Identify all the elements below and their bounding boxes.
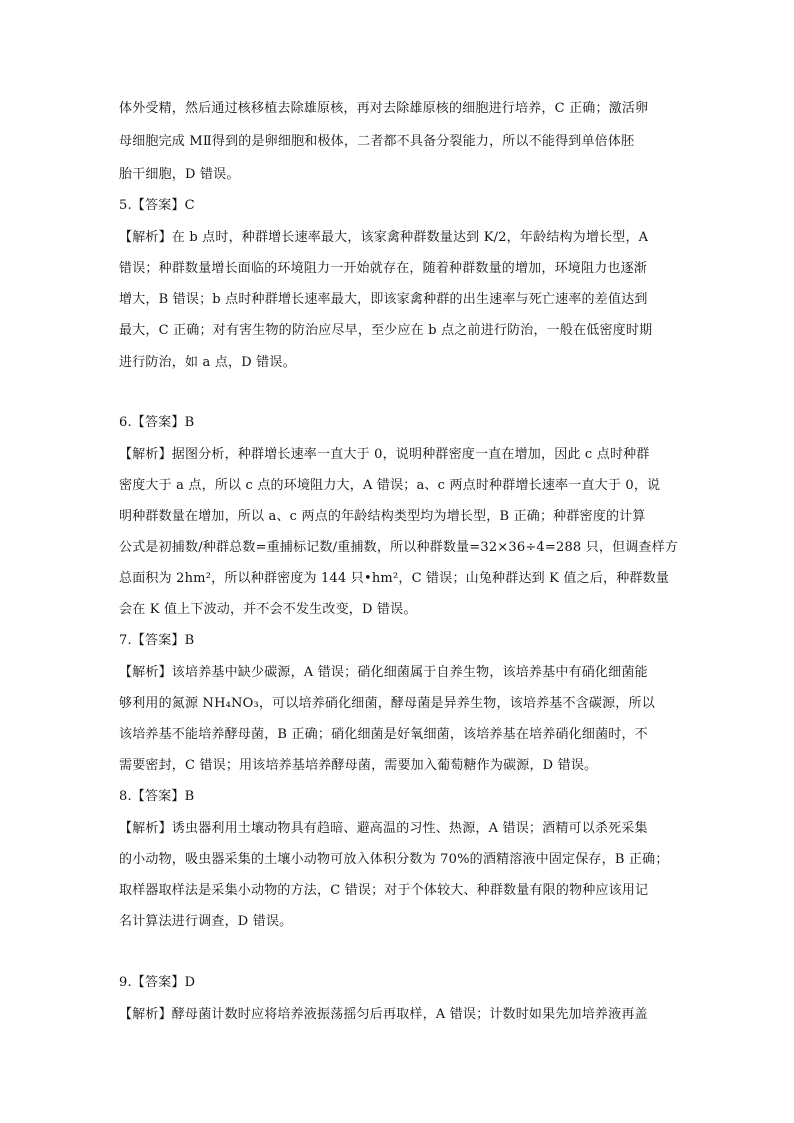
text-line: 进行防治，如 a 点，D 错误。 [119, 355, 296, 370]
answer-heading-6: 6.【答案】B [119, 415, 195, 430]
text-line: 体外受精，然后通过核移植去除雄原核，再对去除雄原核的细胞进行培养，C 正确；激活卵 [119, 101, 649, 116]
text-line: 该培养基不能培养酵母菌，B 正确；硝化细菌是好氧细菌，该培养基在培养硝化细菌时，不 [119, 727, 648, 742]
text-line: 母细胞完成 MⅡ得到的是卵细胞和极体，二者都不具备分裂能力，所以不能得到单倍体胚 [119, 134, 635, 149]
text-line: 公式是初捕数/种群总数=重捕标记数/重捕数，所以种群数量=32×36÷4=288 只，但调查样方 [119, 540, 679, 555]
text-line: 会在 K 值上下波动，并不会不发生改变，D 错误。 [119, 602, 417, 617]
text-line: 够利用的氮源 NH₄NO₃，可以培养硝化细菌，酵母菌是异养生物，该培养基不含碳源，所以 [119, 696, 655, 711]
answer-heading-7: 7.【答案】B [119, 633, 195, 648]
text-line: 名计算法进行调查，D 错误。 [119, 914, 293, 929]
analysis-line: 【解析】该培养基中缺少碳源，A 错误；硝化细菌属于自养生物，该培养基中有硝化细菌能 [119, 665, 648, 680]
answer-heading-9: 9.【答案】D [119, 975, 196, 990]
text-line: 最大，C 正确；对有害生物的防治应尽早，至少应在 b 点之前进行防治，一般在低密度时期 [119, 323, 653, 338]
analysis-line: 【解析】据图分析，种群增长速率一直大于 0，说明种群密度一直在增加，因此 c 点时种群 [119, 447, 650, 462]
text-line: 密度大于 a 点，所以 c 点的环境阻力大，A 错误；a、c 两点时种群增长速率一直大于 0，说 [119, 478, 661, 493]
answer-heading-8: 8.【答案】B [119, 789, 195, 804]
text-line: 的小动物，吸虫器采集的土壤小动物可放入体积分数为 70%的酒精溶液中固定保存，B 正确； [119, 852, 669, 867]
analysis-line: 【解析】诱虫器利用土壤动物具有趋暗、避高温的习性、热源，A 错误；酒精可以杀死采集 [119, 821, 648, 836]
analysis-line: 【解析】酵母菌计数时应将培养液振荡摇匀后再取样，A 错误；计数时如果先加培养液再盖 [119, 1007, 648, 1022]
text-line: 错误；种群数量增长面临的环境阻力一开始就存在，随着种群数量的增加，环境阻力也逐渐 [119, 261, 648, 276]
text-line: 增大，B 错误；b 点时种群增长速率最大，即该家禽种群的出生速率与死亡速率的差值达到 [119, 292, 648, 307]
answer-heading-5: 5.【答案】C [119, 198, 195, 213]
text-line: 总面积为 2hm²，所以种群密度为 144 只•hm²，C 错误；山兔种群达到 K 值之后，种群数量 [119, 571, 670, 586]
text-line: 明种群数量在增加，所以 a、c 两点的年龄结构类型均为增长型，B 正确；种群密度的计算 [119, 509, 646, 524]
text-line: 胎干细胞，D 错误。 [119, 167, 240, 182]
text-line: 取样器取样法是采集小动物的方法，C 错误；对于个体较大、种群数量有限的物种应该用记 [119, 883, 649, 898]
analysis-line: 【解析】在 b 点时，种群增长速率最大，该家禽种群数量达到 K/2，年龄结构为增长型，A [119, 230, 649, 245]
text-line: 需要密封，C 错误；用该培养基培养酵母菌，需要加入葡萄糖作为碳源，D 错误。 [119, 758, 598, 773]
